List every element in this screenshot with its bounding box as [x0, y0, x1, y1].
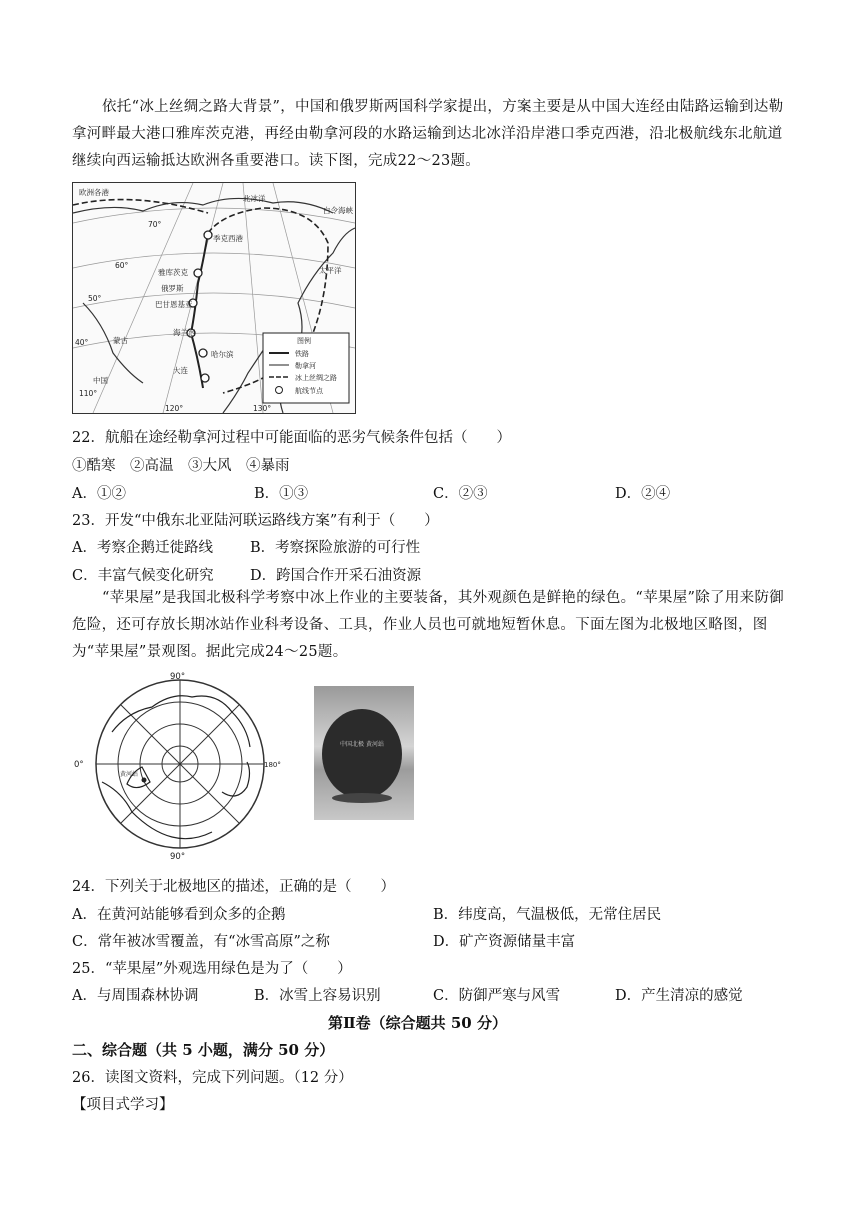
label-mongolia: 蒙古: [113, 336, 128, 345]
label-bering: 白令海峡: [323, 206, 353, 215]
photo-caption: 中国北极 黄河站: [340, 741, 384, 748]
q25-option-c[interactable]: C．防御严寒与风雪: [433, 988, 561, 1004]
route-map-figure: [72, 182, 356, 414]
q23-option-b[interactable]: B．考察探险旅游的可行性: [250, 540, 421, 556]
legend-route: 冰上丝绸之路: [295, 374, 337, 382]
label-lat60: 60°: [115, 261, 129, 270]
legend-rail: 铁路: [295, 350, 309, 358]
q24-option-d[interactable]: D．矿产资源储量丰富: [433, 934, 576, 950]
arctic-map-figure: [72, 672, 281, 862]
q22-option-a[interactable]: A．①②: [72, 486, 126, 502]
label-tiksi: 季克西港: [213, 234, 243, 243]
map-legend: [263, 333, 349, 403]
q25-option-b[interactable]: B．冰雪上容易识别: [254, 988, 381, 1004]
label-lon110: 110°: [79, 389, 98, 398]
label-blagoveshchensk: 海兰泡: [173, 328, 196, 337]
label-harbin: 哈尔滨: [211, 350, 234, 359]
intro-paragraph-2: “苹果屋”是我国北极科学考察中冰上作业的主要装备，其外观颜色是鲜艳的绿色。“苹果屋”除了用来防御危险，还可存放长期冰站作业科考设备、工具，作业人员也可就地短暂休息。下面左图为北极地区略图，图为“苹果屋”景观图。据此完成24～25题。: [72, 590, 785, 660]
legend-title: 图例: [297, 337, 311, 345]
legend-river: 勒拿河: [295, 362, 316, 370]
label-dalian: 大连: [173, 366, 188, 375]
q22-stem: 22．航船在途经勒拿河过程中可能面临的恶劣气候条件包括（ ）: [72, 430, 511, 446]
label-0: 0°: [74, 760, 84, 770]
q23-option-a[interactable]: A．考察企鹅迁徙路线: [72, 540, 213, 556]
label-yakutsk: 雅库茨克: [158, 268, 188, 277]
legend-node: 航线节点: [295, 387, 323, 395]
route-map: [73, 183, 355, 413]
q23-stem: 23．开发“中俄东北亚陆河联运路线方案”有利于（ ）: [72, 513, 439, 529]
label-arctic: 北冰洋: [243, 194, 266, 203]
label-90-bottom: 90°: [170, 852, 186, 862]
rail-line: [191, 233, 208, 388]
label-lon120: 120°: [165, 404, 184, 413]
q23-option-d[interactable]: D．跨国合作开采石油资源: [250, 568, 422, 584]
label-russia: 俄罗斯: [161, 284, 184, 293]
q24-option-c[interactable]: C．常年被冰雪覆盖，有“冰雪高原”之称: [72, 934, 330, 950]
label-station: 黄河站: [120, 771, 139, 778]
apple-house-photo: [314, 686, 414, 820]
arctic-map: [72, 672, 281, 862]
label-lat70: 70°: [148, 220, 162, 229]
label-180: 180°: [264, 761, 281, 769]
q25-option-d[interactable]: D．产生清凉的感觉: [615, 988, 743, 1004]
intro-paragraph-1: 依托“冰上丝绸之路大背景”，中国和俄罗斯两国科学家提出，方案主要是从中国大连经由陆路运输到达勒拿河畔最大港口雅库茨克港，再经由勒拿河段的水路运输到达北冰洋沿岸港口季克西港，沿北极航线东北航道继续向西运输抵达欧洲各重要港口。读下图，完成22～23题。: [72, 99, 784, 169]
q26-stem: 26．读图文资料，完成下列问题。（12 分）: [72, 1070, 353, 1086]
label-europe: 欧洲各港: [79, 188, 109, 197]
q25-stem: 25．“苹果屋”外观选用绿色是为了（ ）: [72, 961, 352, 977]
q22-option-d[interactable]: D．②④: [615, 486, 671, 502]
label-china: 中国: [93, 376, 108, 385]
q22-items: ①酷寒 ②高温 ③大风 ④暴雨: [72, 458, 290, 474]
label-90-top: 90°: [170, 672, 186, 682]
q24-stem: 24．下列关于北极地区的描述，正确的是（ ）: [72, 879, 395, 895]
q23-option-c[interactable]: C．丰富气候变化研究: [72, 568, 214, 584]
project-learning-heading: 【项目式学习】: [72, 1097, 174, 1113]
part-2-heading: 二、综合题（共 5 小题，满分 50 分）: [72, 1041, 335, 1059]
q22-option-b[interactable]: B．①③: [254, 486, 309, 502]
q25-option-a[interactable]: A．与周围森林协调: [72, 988, 199, 1004]
q24-option-a[interactable]: A．在黄河站能够看到众多的企鹅: [72, 907, 286, 923]
q22-option-c[interactable]: C．②③: [433, 486, 488, 502]
label-lon130: 130°: [253, 404, 272, 413]
label-chita: 巴甘恩基亚: [155, 300, 193, 309]
section-2-title: 第Ⅱ卷（综合题共 50 分）: [328, 1014, 507, 1032]
label-lat50: 50°: [88, 294, 102, 303]
label-pacific: 太平洋: [319, 266, 342, 275]
label-lat40: 40°: [75, 338, 89, 347]
q24-option-b[interactable]: B．纬度高，气温极低，无常住居民: [433, 907, 662, 923]
